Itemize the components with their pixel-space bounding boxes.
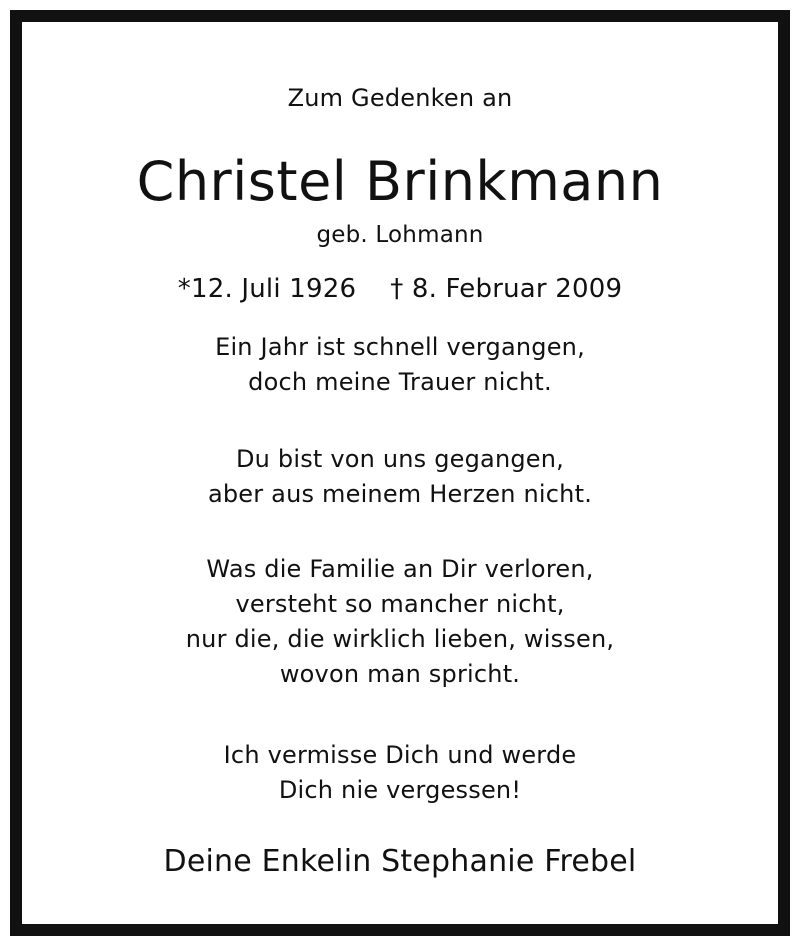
death-date: † 8. Februar 2009 [390,274,623,304]
poem-line: aber aus meinem Herzen nicht. [207,480,593,508]
poem-stanza-2 [22,442,778,512]
signature-text: Deine Enkelin Stephanie Frebel [163,844,637,879]
poem-line: Was die Familie an Dir verloren, [206,555,594,583]
poem-line: nur die, die wirklich lieben, wissen, [185,625,615,653]
poem-stanza-3 [22,552,778,692]
poem-line: Du bist von uns gegangen, [235,445,565,473]
obituary-content [22,22,778,924]
poem-line: Ein Jahr ist schnell vergangen, [215,333,585,361]
poem-stanza-4 [22,738,778,808]
poem-line: Ich vermisse Dich und werde [223,741,577,769]
birth-date: *12. Juli 1926 [177,274,357,304]
obituary-frame [10,10,790,936]
poem-line: wovon man spricht. [279,660,521,688]
deceased-name: Christel Brinkmann [136,150,664,213]
maiden-name: geb. Lohmann [316,222,484,248]
poem-line: Dich nie vergessen! [278,776,522,804]
life-dates [22,274,778,304]
intro-text: Zum Gedenken an [287,84,513,112]
poem-line: versteht so mancher nicht, [235,590,565,618]
poem-stanza-1 [22,330,778,400]
poem-line: doch meine Trauer nicht. [248,368,552,396]
